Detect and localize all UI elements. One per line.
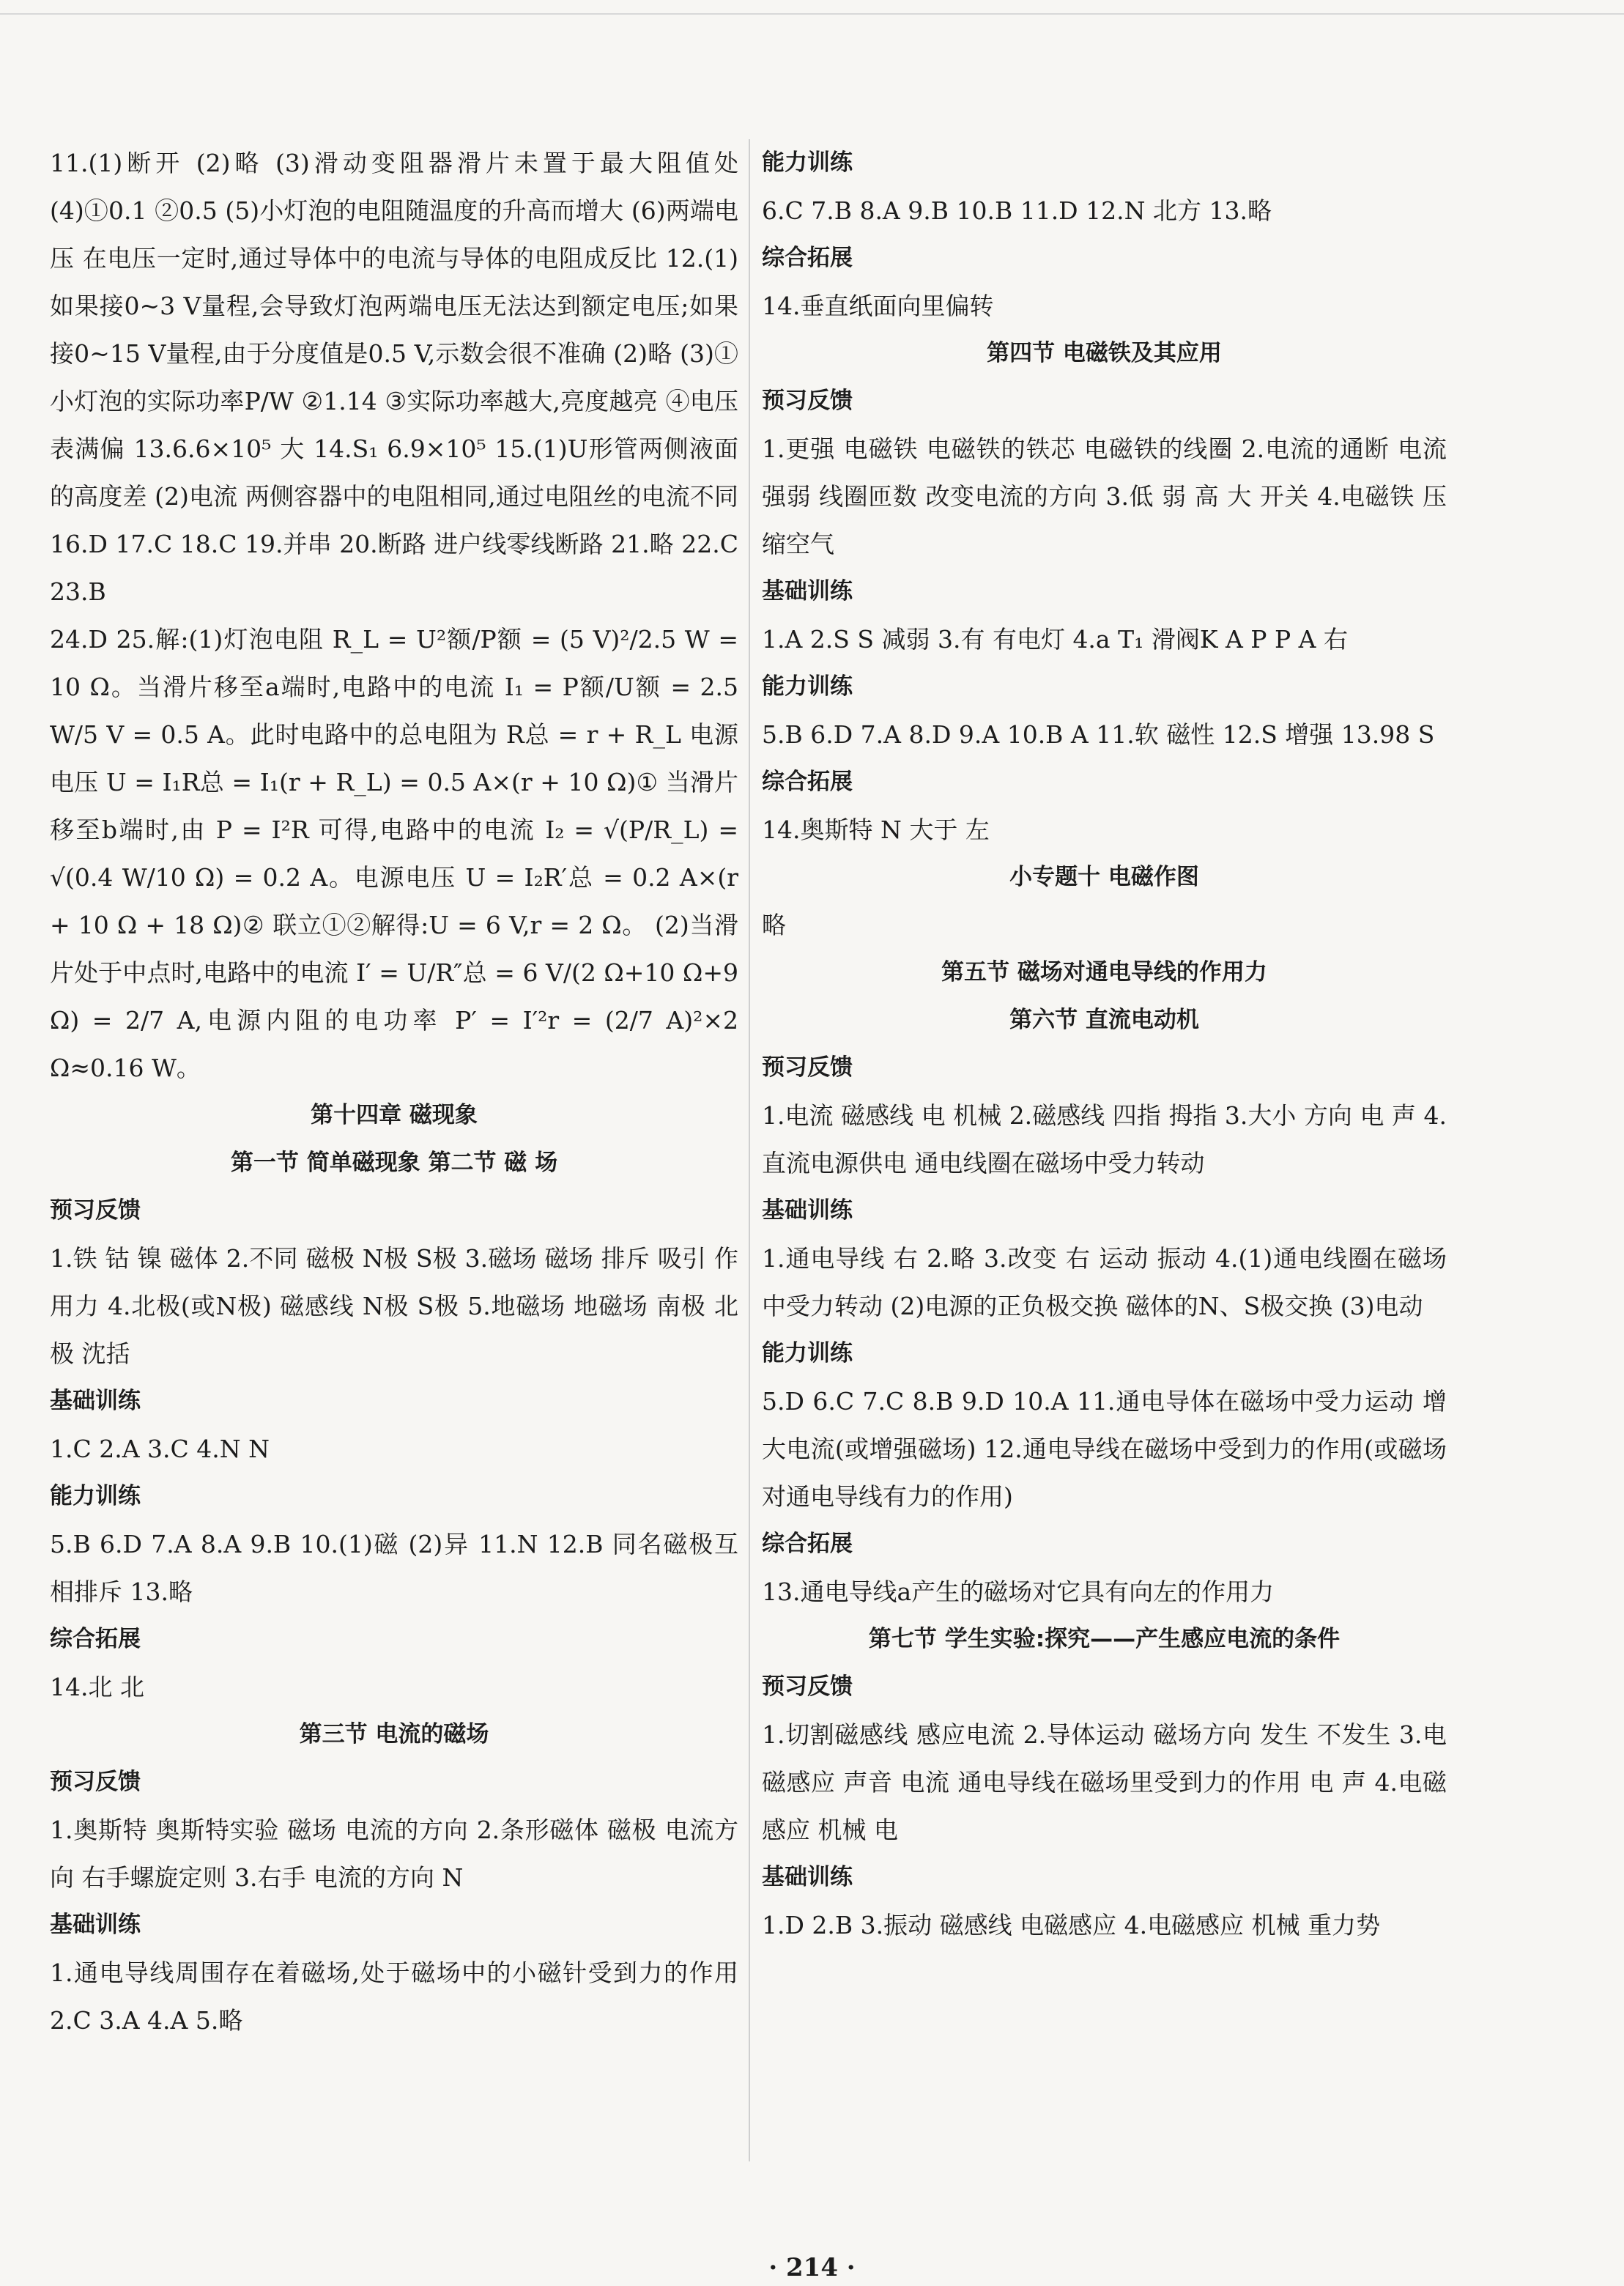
column-divider <box>749 139 750 2161</box>
subsection-heading: 预习反馈 <box>50 1197 141 1224</box>
answer-paragraph: 略 <box>762 911 786 939</box>
answer-paragraph: 1.更强 电磁铁 电磁铁的铁芯 电磁铁的线圈 2.电流的通断 电流强弱 线圈匝数 改变电流的方向 3.低 弱 高 大 开关 4.电磁铁 压缩空气 <box>762 434 1447 558</box>
answer-paragraph: 14.垂直纸面向里偏转 <box>762 292 994 320</box>
subsection-heading: 基础训练 <box>762 1197 853 1224</box>
subsection-heading: 综合拓展 <box>762 245 853 271</box>
answer-paragraph: 5.B 6.D 7.A 8.D 9.A 10.B A 11.软 磁性 12.S 增强 13.98 S <box>762 720 1435 749</box>
subsection-heading: 基础训练 <box>50 1388 141 1414</box>
answer-paragraph: 5.D 6.C 7.C 8.B 9.D 10.A 11.通电导体在磁场中受力运动 增大电流(或增强磁场) 12.通电导线在磁场中受到力的作用(或磁场对通电导线有力的作用) <box>762 1387 1447 1511</box>
top-rule <box>0 13 1624 15</box>
subsection-heading: 综合拓展 <box>762 769 853 795</box>
answer-paragraph: 14.北 北 <box>50 1673 144 1701</box>
subsection-heading: 预习反馈 <box>762 1054 853 1081</box>
section-title: 第七节 学生实验:探究——产生感应电流的条件 <box>868 1626 1341 1652</box>
answer-paragraph: 1.D 2.B 3.振动 磁感线 电磁感应 4.电磁感应 机械 重力势 <box>762 1911 1381 1939</box>
subsection-heading: 基础训练 <box>762 1864 853 1890</box>
section-title: 第六节 直流电动机 <box>1009 1007 1199 1033</box>
answer-paragraph: 6.C 7.B 8.A 9.B 10.B 11.D 12.N 北方 13.略 <box>762 196 1272 225</box>
subsection-heading: 能力训练 <box>762 1340 853 1366</box>
section-title: 第四节 电磁铁及其应用 <box>987 340 1222 366</box>
subsection-heading: 综合拓展 <box>50 1626 141 1652</box>
subsection-heading: 预习反馈 <box>50 1769 141 1795</box>
topic-title: 小专题十 电磁作图 <box>1009 864 1199 890</box>
section-title: 第三节 电流的磁场 <box>299 1721 489 1747</box>
answer-paragraph: 1.电流 磁感线 电 机械 2.磁感线 四指 拇指 3.大小 方向 电 声 4.直流电源供电 通电线圈在磁场中受力转动 <box>762 1101 1447 1177</box>
subsection-heading: 能力训练 <box>50 1483 141 1509</box>
subsection-heading: 预习反馈 <box>762 1673 853 1700</box>
subsection-heading: 综合拓展 <box>762 1531 853 1557</box>
answer-paragraph: 1.铁 钴 镍 磁体 2.不同 磁极 N极 S极 3.磁场 磁场 排斥 吸引 作用力 4.北极(或N极) 磁感线 N极 S极 5.地磁场 地磁场 南极 北极 沈括 <box>50 1244 738 1368</box>
answer-paragraph: 5.B 6.D 7.A 8.A 9.B 10.(1)磁 (2)异 11.N 12.B 同名磁极互相排斥 13.略 <box>50 1530 738 1606</box>
subsection-heading: 预习反馈 <box>762 388 853 414</box>
answer-paragraph: 14.奥斯特 N 大于 左 <box>762 815 990 844</box>
answer-paragraph: 1.奥斯特 奥斯特实验 磁场 电流的方向 2.条形磁体 磁极 电流方向 右手螺旋定则 3.右手 电流的方向 N <box>50 1816 738 1892</box>
page-number: · 214 · <box>768 2253 856 2282</box>
chapter-title: 第十四章 磁现象 <box>311 1102 478 1128</box>
right-column <box>762 139 1447 1949</box>
answer-paragraph: 11.(1)断开 (2)略 (3)滑动变阻器滑片未置于最大阻值处 (4)①0.1 ②0.5 (5)小灯泡的电阻随温度的升高而增大 (6)两端电压 在电压一定时,通过导体中的电流与导体的电阻成反比 12.(1)如果接0~3 V量程,会导致灯泡两端电压无法达到额定电压;如果接0~15 V量程,由于分度值是0.5 V,示数会很不准确 (2)略 (3)①小灯泡的实际功率P/W ②1.14 ③实际功率越大,亮度越亮 ④电压表满偏 13.6.6×10⁵ 大 14.S₁ 6.9×10⁵ 15.(1)U形管两侧液面的高度差 (2)电流 两侧容器中的电阻相同,通过电阻丝的电流不同 16.D 17.C 18.C 19.并串 20.断路 进户线零线断路 21.略 22.C 23.B <box>50 149 738 606</box>
section-title: 第一节 简单磁现象 第二节 磁 场 <box>230 1150 558 1176</box>
answer-paragraph: 1.C 2.A 3.C 4.N N <box>50 1435 270 1463</box>
answer-paragraph: 1.通电导线 右 2.略 3.改变 右 运动 振动 4.(1)通电线圈在磁场中受力转动 (2)电源的正负极交换 磁体的N、S极交换 (3)电动 <box>762 1244 1447 1320</box>
answer-paragraph: 1.切割磁感线 感应电流 2.导体运动 磁场方向 发生 不发生 3.电磁感应 声音 电流 通电导线在磁场里受到力的作用 电 声 4.电磁感应 机械 电 <box>762 1720 1447 1844</box>
answer-paragraph: 1.通电导线周围存在着磁场,处于磁场中的小磁针受到力的作用 2.C 3.A 4.A 5.略 <box>50 1958 738 2035</box>
subsection-heading: 能力训练 <box>762 149 853 176</box>
answer-paragraph: 13.通电导线a产生的磁场对它具有向左的作用力 <box>762 1577 1275 1606</box>
subsection-heading: 基础训练 <box>50 1912 141 1938</box>
subsection-heading: 能力训练 <box>762 673 853 700</box>
solution-paragraph: 24.D 25.解:(1)灯泡电阻 R_L = U²额/P额 = (5 V)²/2.5 W = 10 Ω。当滑片移至a端时,电路中的电流 I₁ = P额/U额 = 2.5 W/5 V = 0.5 A。此时电路中的总电阻为 R总 = r + R_L 电源电压 U = I₁R总 = I₁(r + R_L) = 0.5 A×(r + 10 Ω)① 当滑片移至b端时,由 P = I²R 可得,电路中的电流 I₂ = √(P/R_L) = √(0.4 W/10 Ω) = 0.2 A。电源电压 U = I₂R′总 = 0.2 A×(r + 10 Ω + 18 Ω)② 联立①②解得:U = 6 V,r = 2 Ω。 (2)当滑片处于中点时,电路中的电流 I′ = U/R″总 = 6 V/(2 Ω+10 Ω+9 Ω) = 2/7 A,电源内阻的电功率 P′ = I′²r = (2/7 A)²×2 Ω≈0.16 W。 <box>50 625 738 1082</box>
left-column <box>50 139 738 2044</box>
answer-paragraph: 1.A 2.S S 减弱 3.有 有电灯 4.a T₁ 滑阀K A P P A 右 <box>762 625 1348 654</box>
subsection-heading: 基础训练 <box>762 578 853 604</box>
section-title: 第五节 磁场对通电导线的作用力 <box>941 959 1267 985</box>
